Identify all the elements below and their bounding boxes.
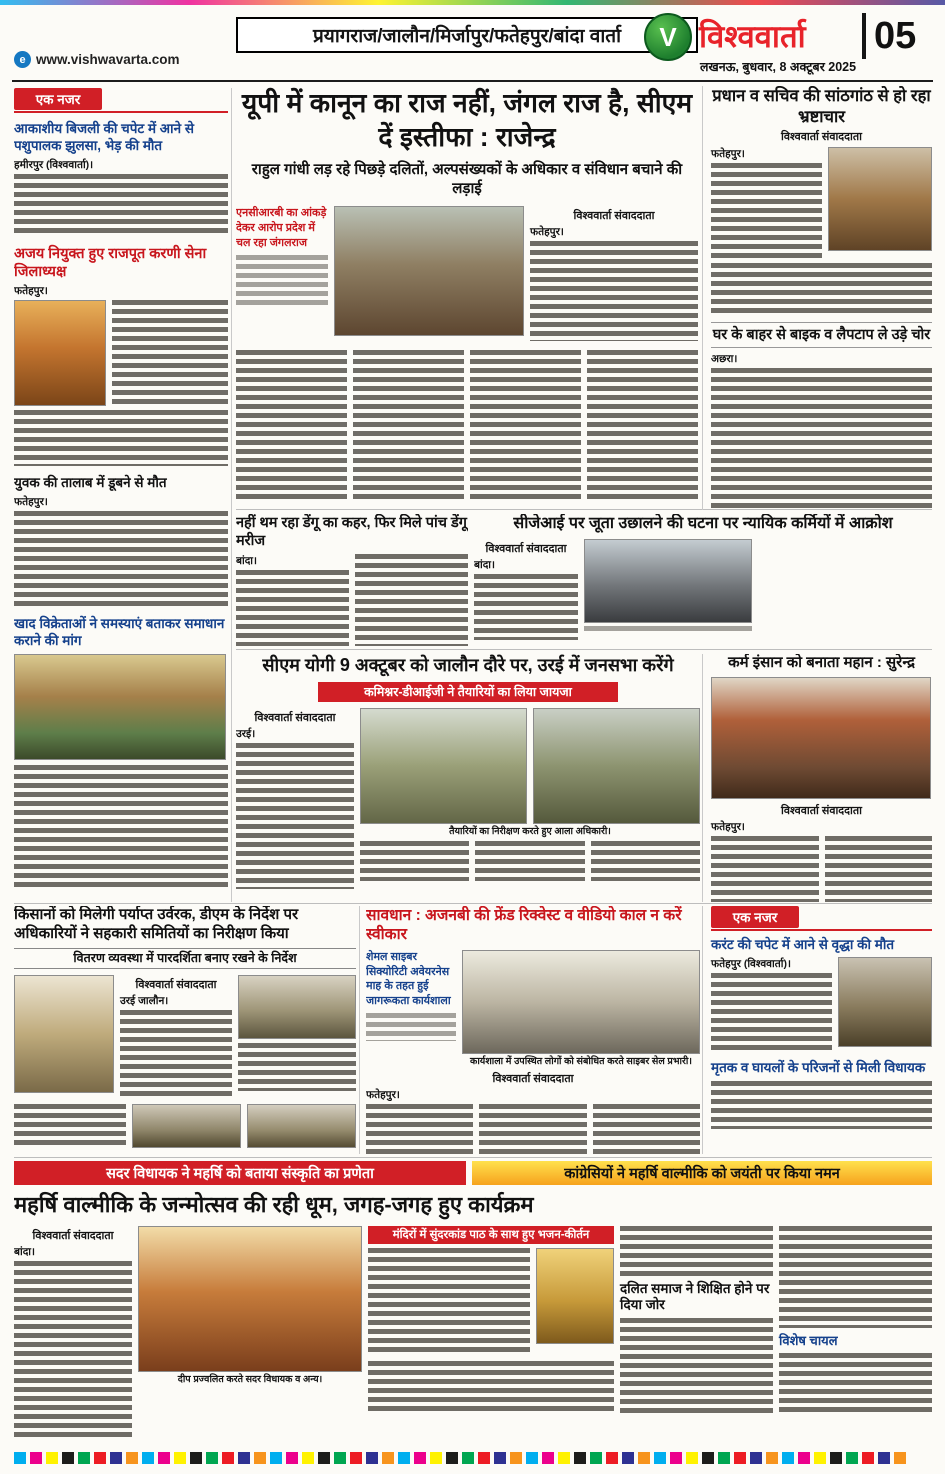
byline: विश्ववार्ता संवाददाता <box>781 131 862 144</box>
cji-dateline: बांदा। <box>474 559 495 571</box>
color-mark <box>398 1452 410 1464</box>
color-mark <box>670 1452 682 1464</box>
body-text <box>479 1104 586 1154</box>
cm-visit-caption: तैयारियों का निरीक्षण करते हुए आला अधिकारी। <box>449 825 611 837</box>
cooperative-visit-photo-2 <box>247 1104 356 1148</box>
body-text <box>591 841 700 881</box>
body-text <box>779 1226 932 1328</box>
color-mark <box>270 1452 282 1464</box>
byline: विश्ववार्ता संवाददाता <box>492 1072 574 1085</box>
karm-article <box>702 654 932 902</box>
brief3-dateline: फतेहपुर। <box>14 495 48 508</box>
body-text <box>14 511 228 607</box>
brief1-title: आकाशीय बिजली की चपेट में आने से पशुपालक झुलसा, भेड़ की मौत <box>14 121 194 153</box>
color-mark <box>878 1452 890 1464</box>
color-mark <box>94 1452 106 1464</box>
color-mark <box>302 1452 314 1464</box>
cyber-dateline: फतेहपुर। <box>366 1088 400 1101</box>
color-mark <box>190 1452 202 1464</box>
body-text <box>475 841 584 881</box>
cji-title: सीजेआई पर जूता उछालने की घटना पर न्यायिक कर्मियों में आक्रोश <box>513 515 893 532</box>
color-mark <box>430 1452 442 1464</box>
valmiki-idol-photo <box>536 1248 614 1344</box>
body-text <box>711 973 832 1053</box>
website-link[interactable] <box>14 51 180 68</box>
cm-visit-strip: कमिश्नर-डीआईजी ने तैयारियों का लिया जायजा <box>318 682 618 702</box>
body-text <box>474 574 578 640</box>
valmiki-caption: दीप प्रज्वलित करते सदर विधायक व अन्य। <box>177 1373 323 1385</box>
karm-dateline: फतेहपुर। <box>711 820 745 833</box>
color-mark <box>734 1452 746 1464</box>
byline: विश्ववार्ता संवाददाता <box>485 543 567 555</box>
body-text <box>14 1104 126 1148</box>
color-mark <box>78 1452 90 1464</box>
color-mark <box>894 1452 906 1464</box>
dengue-title: नहीं थम रहा डेंगू का कहर, फिर मिले पांच डेंगू मरीज <box>236 515 467 550</box>
color-mark <box>478 1452 490 1464</box>
color-mark <box>286 1452 298 1464</box>
cyber-workshop-photo <box>462 950 700 1054</box>
valmiki-section <box>14 1161 932 1445</box>
print-color-marks <box>14 1452 932 1465</box>
body-text <box>368 1248 530 1356</box>
color-mark <box>382 1452 394 1464</box>
color-mark <box>462 1452 474 1464</box>
band-rule <box>14 903 932 904</box>
color-mark <box>30 1452 42 1464</box>
color-mark <box>494 1452 506 1464</box>
color-mark <box>750 1452 762 1464</box>
pradhan-article <box>702 86 932 510</box>
body-text <box>14 410 228 466</box>
cooperative-visit-photo-1 <box>132 1104 241 1148</box>
briefs-header-label: एक नजर <box>711 906 799 928</box>
briefs-header <box>14 88 228 113</box>
cyber-title: सावधान : अजनबी की फ्रेंड रिक्वेस्ट व वीडियो काल न करें स्वीकार <box>366 907 682 944</box>
page-number <box>862 13 916 59</box>
body-text <box>711 163 822 259</box>
color-mark <box>702 1452 714 1464</box>
body-text <box>587 350 698 500</box>
lamp-lighting-photo <box>138 1226 362 1372</box>
cji-article <box>474 514 932 646</box>
pradhan-title: प्रधान व सचिव की सांठगांठ से हो रहा भ्रष्टाचार <box>712 87 931 126</box>
body-text <box>236 570 349 646</box>
pradhan-article-photo <box>828 147 932 251</box>
body-text <box>593 1104 700 1154</box>
color-mark <box>14 1452 26 1464</box>
main-dateline: फतेहपुर। <box>530 226 564 239</box>
color-mark <box>510 1452 522 1464</box>
color-mark <box>574 1452 586 1464</box>
brief1-dateline: हमीरपुर (विश्ववार्ता)। <box>14 158 94 171</box>
farmers-title: किसानों को मिलेगी पर्याप्त उर्वरक, डीएम के निर्देश पर अधिकारियों ने सहकारी समितियों का निरीक्षण किया <box>14 906 299 942</box>
dengue-dateline: बांदा। <box>236 555 257 568</box>
farmers-article <box>14 906 356 1154</box>
body-text <box>368 1361 614 1411</box>
color-mark <box>718 1452 730 1464</box>
congress-meeting-photo <box>334 206 524 336</box>
body-text <box>14 765 228 891</box>
farmers-subhead: वितरण व्यवस्था में पारदर्शिता बनाए रखने के निर्देश <box>14 948 356 970</box>
karm-title: कर्म इंसान को बनाता महान : सुरेन्द्र <box>728 654 915 671</box>
color-mark <box>830 1452 842 1464</box>
color-mark <box>446 1452 458 1464</box>
color-mark <box>174 1452 186 1464</box>
cm-visit-article <box>236 654 700 902</box>
byline: विश्ववार्ता संवाददाता <box>32 1229 114 1242</box>
brand-initial: V <box>659 21 677 52</box>
byline: विश्ववार्ता संवाददाता <box>573 210 655 223</box>
byline: विश्ववार्ता संवाददाता <box>254 711 336 724</box>
color-mark <box>414 1452 426 1464</box>
briefs-header <box>711 906 932 931</box>
color-mark <box>526 1452 538 1464</box>
color-mark <box>350 1452 362 1464</box>
body-text <box>825 836 933 902</box>
body-text <box>711 1081 932 1129</box>
fertilizer-store-photo <box>14 975 114 1093</box>
body-text <box>353 350 464 500</box>
body-text <box>120 1010 232 1098</box>
color-mark <box>558 1452 570 1464</box>
ajay-portrait-photo <box>14 300 106 406</box>
band-rule <box>236 649 932 650</box>
main-kicker: एनसीआरबी का आंकड़े देकर आरोप प्रदेश में चल रहा जंगलराज <box>236 207 327 250</box>
cyber-article <box>366 906 700 1154</box>
color-mark <box>334 1452 346 1464</box>
brief4-title: खाद विक्रेताओं ने समस्याएं बताकर समाधान कराने की मांग <box>14 615 225 648</box>
body-text <box>112 300 228 406</box>
pradhan-dateline: फतेहपुर। <box>711 148 745 161</box>
body-text <box>355 554 468 646</box>
inspection-photo-2 <box>533 708 700 824</box>
color-mark <box>654 1452 666 1464</box>
body-text <box>236 255 328 307</box>
region-masthead <box>236 17 698 53</box>
theft-dateline: अछरा। <box>711 353 738 366</box>
body-text <box>711 263 932 313</box>
byline: विश्ववार्ता संवाददाता <box>781 804 862 817</box>
color-mark <box>590 1452 602 1464</box>
color-mark <box>782 1452 794 1464</box>
color-mark <box>62 1452 74 1464</box>
color-mark <box>862 1452 874 1464</box>
body-text <box>530 241 698 341</box>
dengue-article <box>236 514 468 646</box>
valmiki-strip: मंदिरों में सुंदरकांड पाठ के साथ हुए भजन-कीर्तन <box>368 1226 614 1244</box>
color-mark <box>126 1452 138 1464</box>
brief2-dateline: फतेहपुर। <box>14 285 48 297</box>
body-text <box>620 1318 773 1414</box>
main-headline: यूपी में कानून का राज नहीं, जंगल राज है, सीएम दें इस्तीफा : राजेन्द्र <box>241 88 693 153</box>
special-column-title: विशेष चायल <box>779 1332 838 1348</box>
body-text <box>620 1226 773 1276</box>
color-mark <box>542 1452 554 1464</box>
judicial-staff-photo <box>584 539 752 623</box>
color-mark <box>798 1452 810 1464</box>
left-briefs-column <box>14 88 228 902</box>
color-mark <box>110 1452 122 1464</box>
brand-logo-icon <box>644 13 692 61</box>
valmiki-red-bar: सदर विधायक ने महर्षि को बताया संस्कृति का प्रणेता <box>14 1161 466 1185</box>
column-rule <box>231 88 232 902</box>
cm-visit-title: सीएम योगी 9 अक्टूबर को जालौन दौरे पर, उरई में जनसभा करेंगे <box>262 655 674 675</box>
byline: विश्ववार्ता संवाददाता <box>135 979 217 992</box>
body-text <box>14 174 228 236</box>
dalit-title: दलित समाज ने शिक्षित होने पर दिया जोर <box>620 1280 770 1313</box>
color-mark <box>158 1452 170 1464</box>
color-mark <box>766 1452 778 1464</box>
color-mark <box>366 1452 378 1464</box>
inspection-small-photo <box>238 975 356 1039</box>
header-rule <box>12 80 933 82</box>
fertilizer-meeting-photo <box>14 654 226 760</box>
body-text <box>238 1043 356 1091</box>
brand-name: विश्ववार्ता <box>699 19 806 54</box>
farmers-dateline: उरई जालौन। <box>120 995 169 1008</box>
color-mark <box>814 1452 826 1464</box>
color-mark <box>638 1452 650 1464</box>
brief2-title: अजय नियुक्त हुए राजपूत करणी सेना जिलाध्यक्ष <box>14 245 207 280</box>
body-text <box>779 1353 932 1415</box>
color-mark <box>846 1452 858 1464</box>
website-url: www.vishwavarta.com <box>36 52 180 67</box>
color-mark <box>46 1452 58 1464</box>
color-mark <box>686 1452 698 1464</box>
cm-visit-dateline: उरई। <box>236 727 256 740</box>
body-text <box>366 1104 473 1154</box>
main-story <box>236 86 698 510</box>
color-mark <box>318 1452 330 1464</box>
color-mark <box>142 1452 154 1464</box>
body-text <box>236 350 347 500</box>
valmiki-headline: महर्षि वाल्मीकि के जन्मोत्सव की रही धूम, जगह-जगह हुए कार्यक्रम <box>14 1192 534 1217</box>
theft-title: घर के बाहर से बाइक व लैपटाप ले उड़े चोर <box>711 322 932 348</box>
cyber-caption: कार्यशाला में उपस्थित लोगों को संबोधित करते साइबर सेल प्रभारी। <box>470 1055 692 1067</box>
inspection-photo-1 <box>360 708 527 824</box>
body-text <box>360 841 469 881</box>
right-brief2-title: मृतक व घायलों के परिजनों से मिली विधायक <box>711 1059 926 1075</box>
body-text <box>14 1261 132 1437</box>
brief-photo <box>838 957 932 1047</box>
region-list: प्रयागराज/जालौन/मिर्जापुर/फतेहपुर/बांदा वार्ता <box>312 26 621 47</box>
main-subhead: राहुल गांधी लड़ रहे पिछड़े दलितों, अल्पसंख्यकों के अधिकार व संविधान बचाने की लड़ाई <box>251 160 683 197</box>
brief3-title: युवक की तालाब में डूबने से मौत <box>14 475 167 490</box>
photo-caption-line <box>584 626 752 635</box>
gathering-photo <box>711 677 931 799</box>
valmiki-dateline: बांदा। <box>14 1245 35 1258</box>
color-mark <box>254 1452 266 1464</box>
color-mark <box>238 1452 250 1464</box>
edition-dateline: लखनऊ, बुधवार, 8 अक्टूबर 2025 <box>700 60 857 74</box>
body-text <box>236 743 354 889</box>
column-rule <box>359 906 360 1154</box>
right-brief1-dateline: फतेहपुर (विश्ववार्ता)। <box>711 957 791 970</box>
valmiki-yellow-bar: कांग्रेसियों ने महर्षि वाल्मीकि को जयंती पर किया नमन <box>472 1161 932 1185</box>
body-text <box>366 1013 456 1041</box>
right-briefs-column <box>702 906 932 1154</box>
body-text <box>470 350 581 500</box>
color-mark <box>606 1452 618 1464</box>
right-brief1-title: करंट की चपेट में आने से वृद्धा की मौत <box>711 937 895 952</box>
color-mark <box>622 1452 634 1464</box>
cyber-subhead: शेमल साइबर सिक्योरिटी अवेयरनेस माह के तहत हुई जागरूकता कार्यशाला <box>366 950 451 1008</box>
page-number-bar <box>862 13 866 59</box>
page-header <box>0 5 945 85</box>
page-number-value: 05 <box>874 14 917 57</box>
briefs-header-label: एक नजर <box>14 88 102 110</box>
band-rule <box>14 1157 932 1158</box>
color-mark <box>222 1452 234 1464</box>
globe-e-icon: e <box>14 51 31 68</box>
color-mark <box>206 1452 218 1464</box>
body-text <box>711 836 819 902</box>
body-text <box>711 368 932 510</box>
